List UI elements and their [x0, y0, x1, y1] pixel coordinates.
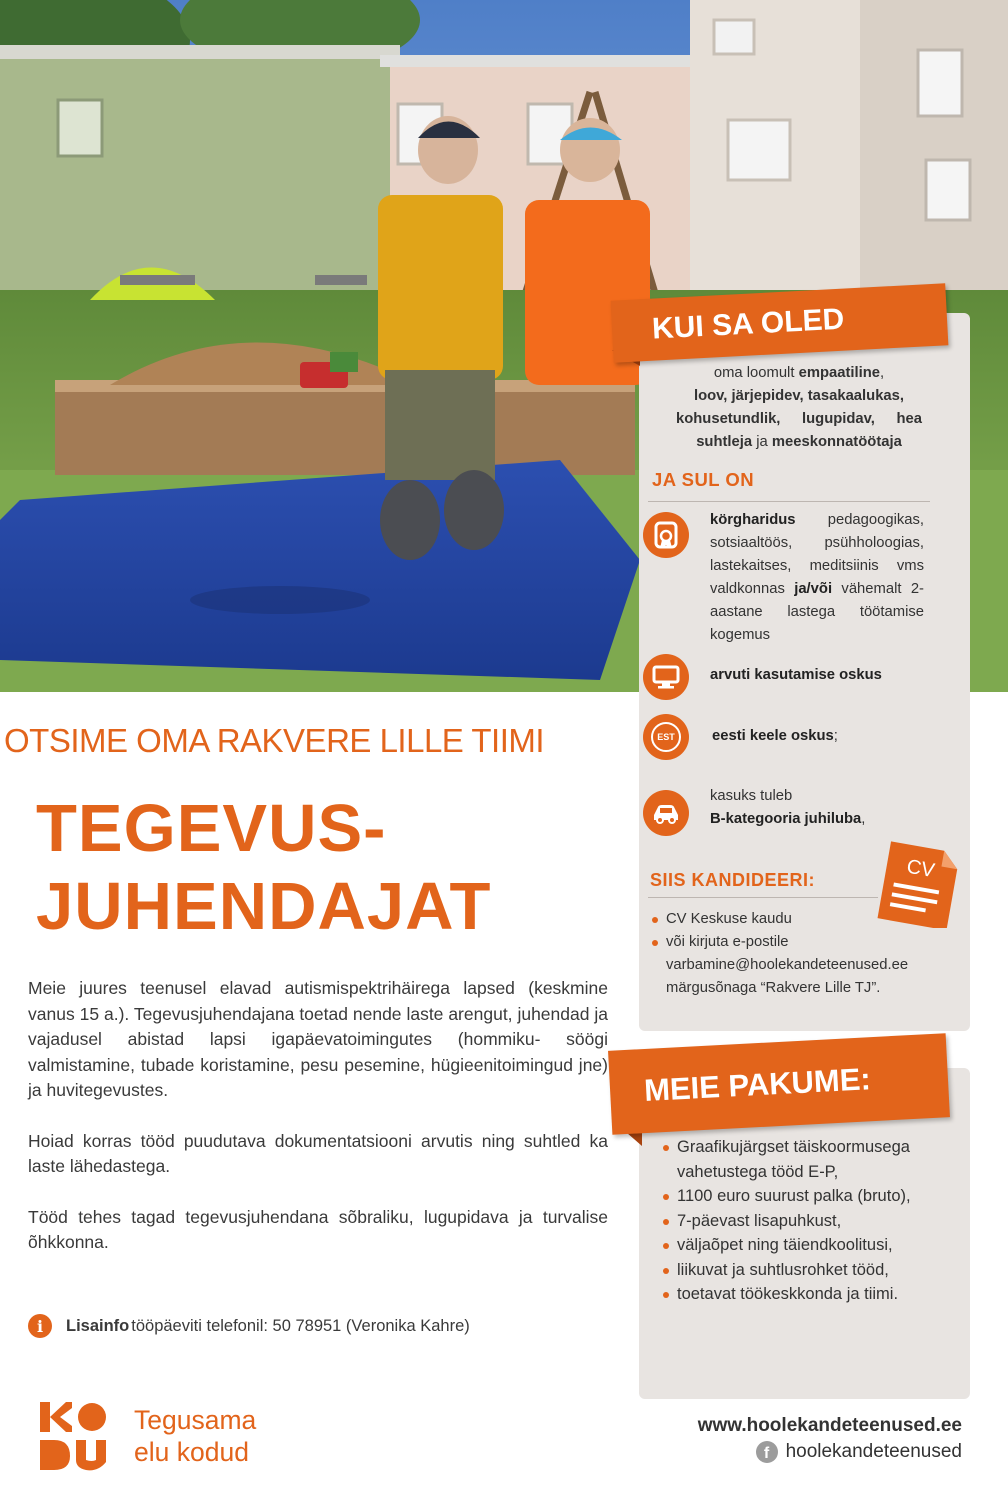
description-paragraph: Tööd tehes tagad tegevusjuhendana sõbraliku, lugupidava ja turvalise õhkkonna.: [28, 1206, 608, 1252]
list-item: 1100 euro suurust palka (bruto),: [661, 1184, 931, 1209]
divider: [648, 897, 878, 898]
list-item: liikuvat ja suhtlusrohket tööd,: [661, 1258, 931, 1283]
car-icon: [643, 790, 689, 836]
if-you-are-heading: KUI SA OLED: [611, 283, 949, 362]
kodu-logo-mark: [38, 1400, 108, 1472]
traits-text: oma loomult empaatiline, loov, järjepidev, tasakaalukas, kohusetundlik, lugupidav, hea suhtleja ja meeskonnatöötaja: [676, 365, 922, 450]
email-link[interactable]: varbamine@hoolekandeteenused.ee: [666, 957, 909, 973]
logo-line-1: Tegusama: [134, 1405, 257, 1435]
qualification-computer: arvuti kasutamise oskus: [643, 654, 882, 700]
offer-heading: MEIE PAKUME:: [608, 1033, 950, 1135]
subheading: OTSIME OMA RAKVERE LILLE TIIMI: [4, 722, 545, 759]
offer-list: [661, 1135, 931, 1307]
list-item: toetavat töökeskkonda ja tiimi.: [661, 1282, 931, 1307]
page-title: [36, 790, 491, 946]
title-line-1: TEGEVUS-: [36, 791, 387, 866]
divider: [648, 501, 930, 502]
description-paragraph: Meie juures teenusel elavad autismispektrihäirega lapsed (keskmine vanus 15 a.). Tegevusjuhendajana toetad nende laste arengut, juhendad ja vajadusel abistad lapsi igapäevatoimingutes (hommiku- söögi valmistamine, tubade koristamine, pesu pesemine, hügieenitoimingud jne) ja huvitegevustes.: [28, 978, 608, 1100]
svg-text:CV: CV: [905, 855, 937, 883]
contact-info: [28, 1314, 470, 1338]
apply-list: [650, 908, 950, 1000]
info-text: tööpäeviti telefonil: 50 78951 (Veronika Kahre): [131, 1316, 470, 1335]
logo-line-2: elu kodud: [134, 1437, 249, 1467]
list-item: CV Keskuse kaudu: [650, 908, 950, 931]
est-badge-icon: EST: [643, 714, 689, 760]
facebook-link[interactable]: f hoolekandeteenused: [756, 1441, 962, 1463]
apply-heading: SIIS KANDIDEERI:: [650, 870, 816, 890]
facebook-icon: f: [756, 1441, 778, 1463]
list-item: või kirjuta e-postile varbamine@hoolekandeteenused.ee märgusõnaga “Rakvere Lille TJ”.: [650, 931, 950, 1000]
list-item: Graafikujärgset täiskoormusega vahetustega tööd E-P,: [661, 1135, 931, 1184]
and-you-have-heading: JA SUL ON: [652, 469, 755, 490]
list-item: väljaõpet ning täiendkoolitusi,: [661, 1233, 931, 1258]
brand-logo: [38, 1400, 256, 1472]
info-label: Lisainfo: [66, 1316, 130, 1335]
list-item: 7-päevast lisapuhkust,: [661, 1209, 931, 1234]
description-paragraph: Hoiad korras tööd puudutava dokumentatsiooni arvutis ning suhtled ka laste lähedastega.: [28, 1130, 608, 1176]
qualification-language: EST eesti keele oskus;: [643, 714, 838, 760]
qualification-education: körgharidus pedagoogikas, sotsiaaltöös, psühholoogias, lastekaitses, meditsiinis vms valdkonnas ja/või vähemalt 2-aastane lastega töötamise kogemus: [643, 512, 924, 647]
info-icon: i: [28, 1314, 52, 1338]
title-line-2: JUHENDAJAT: [36, 869, 492, 944]
job-description: [28, 976, 608, 1281]
qualification-license: kasuks tuleb B-kategooria juhiluba,: [643, 790, 865, 836]
website-link[interactable]: www.hoolekandeteenused.ee: [697, 1415, 962, 1436]
monitor-icon: [643, 654, 689, 700]
graduation-icon: [643, 512, 689, 558]
